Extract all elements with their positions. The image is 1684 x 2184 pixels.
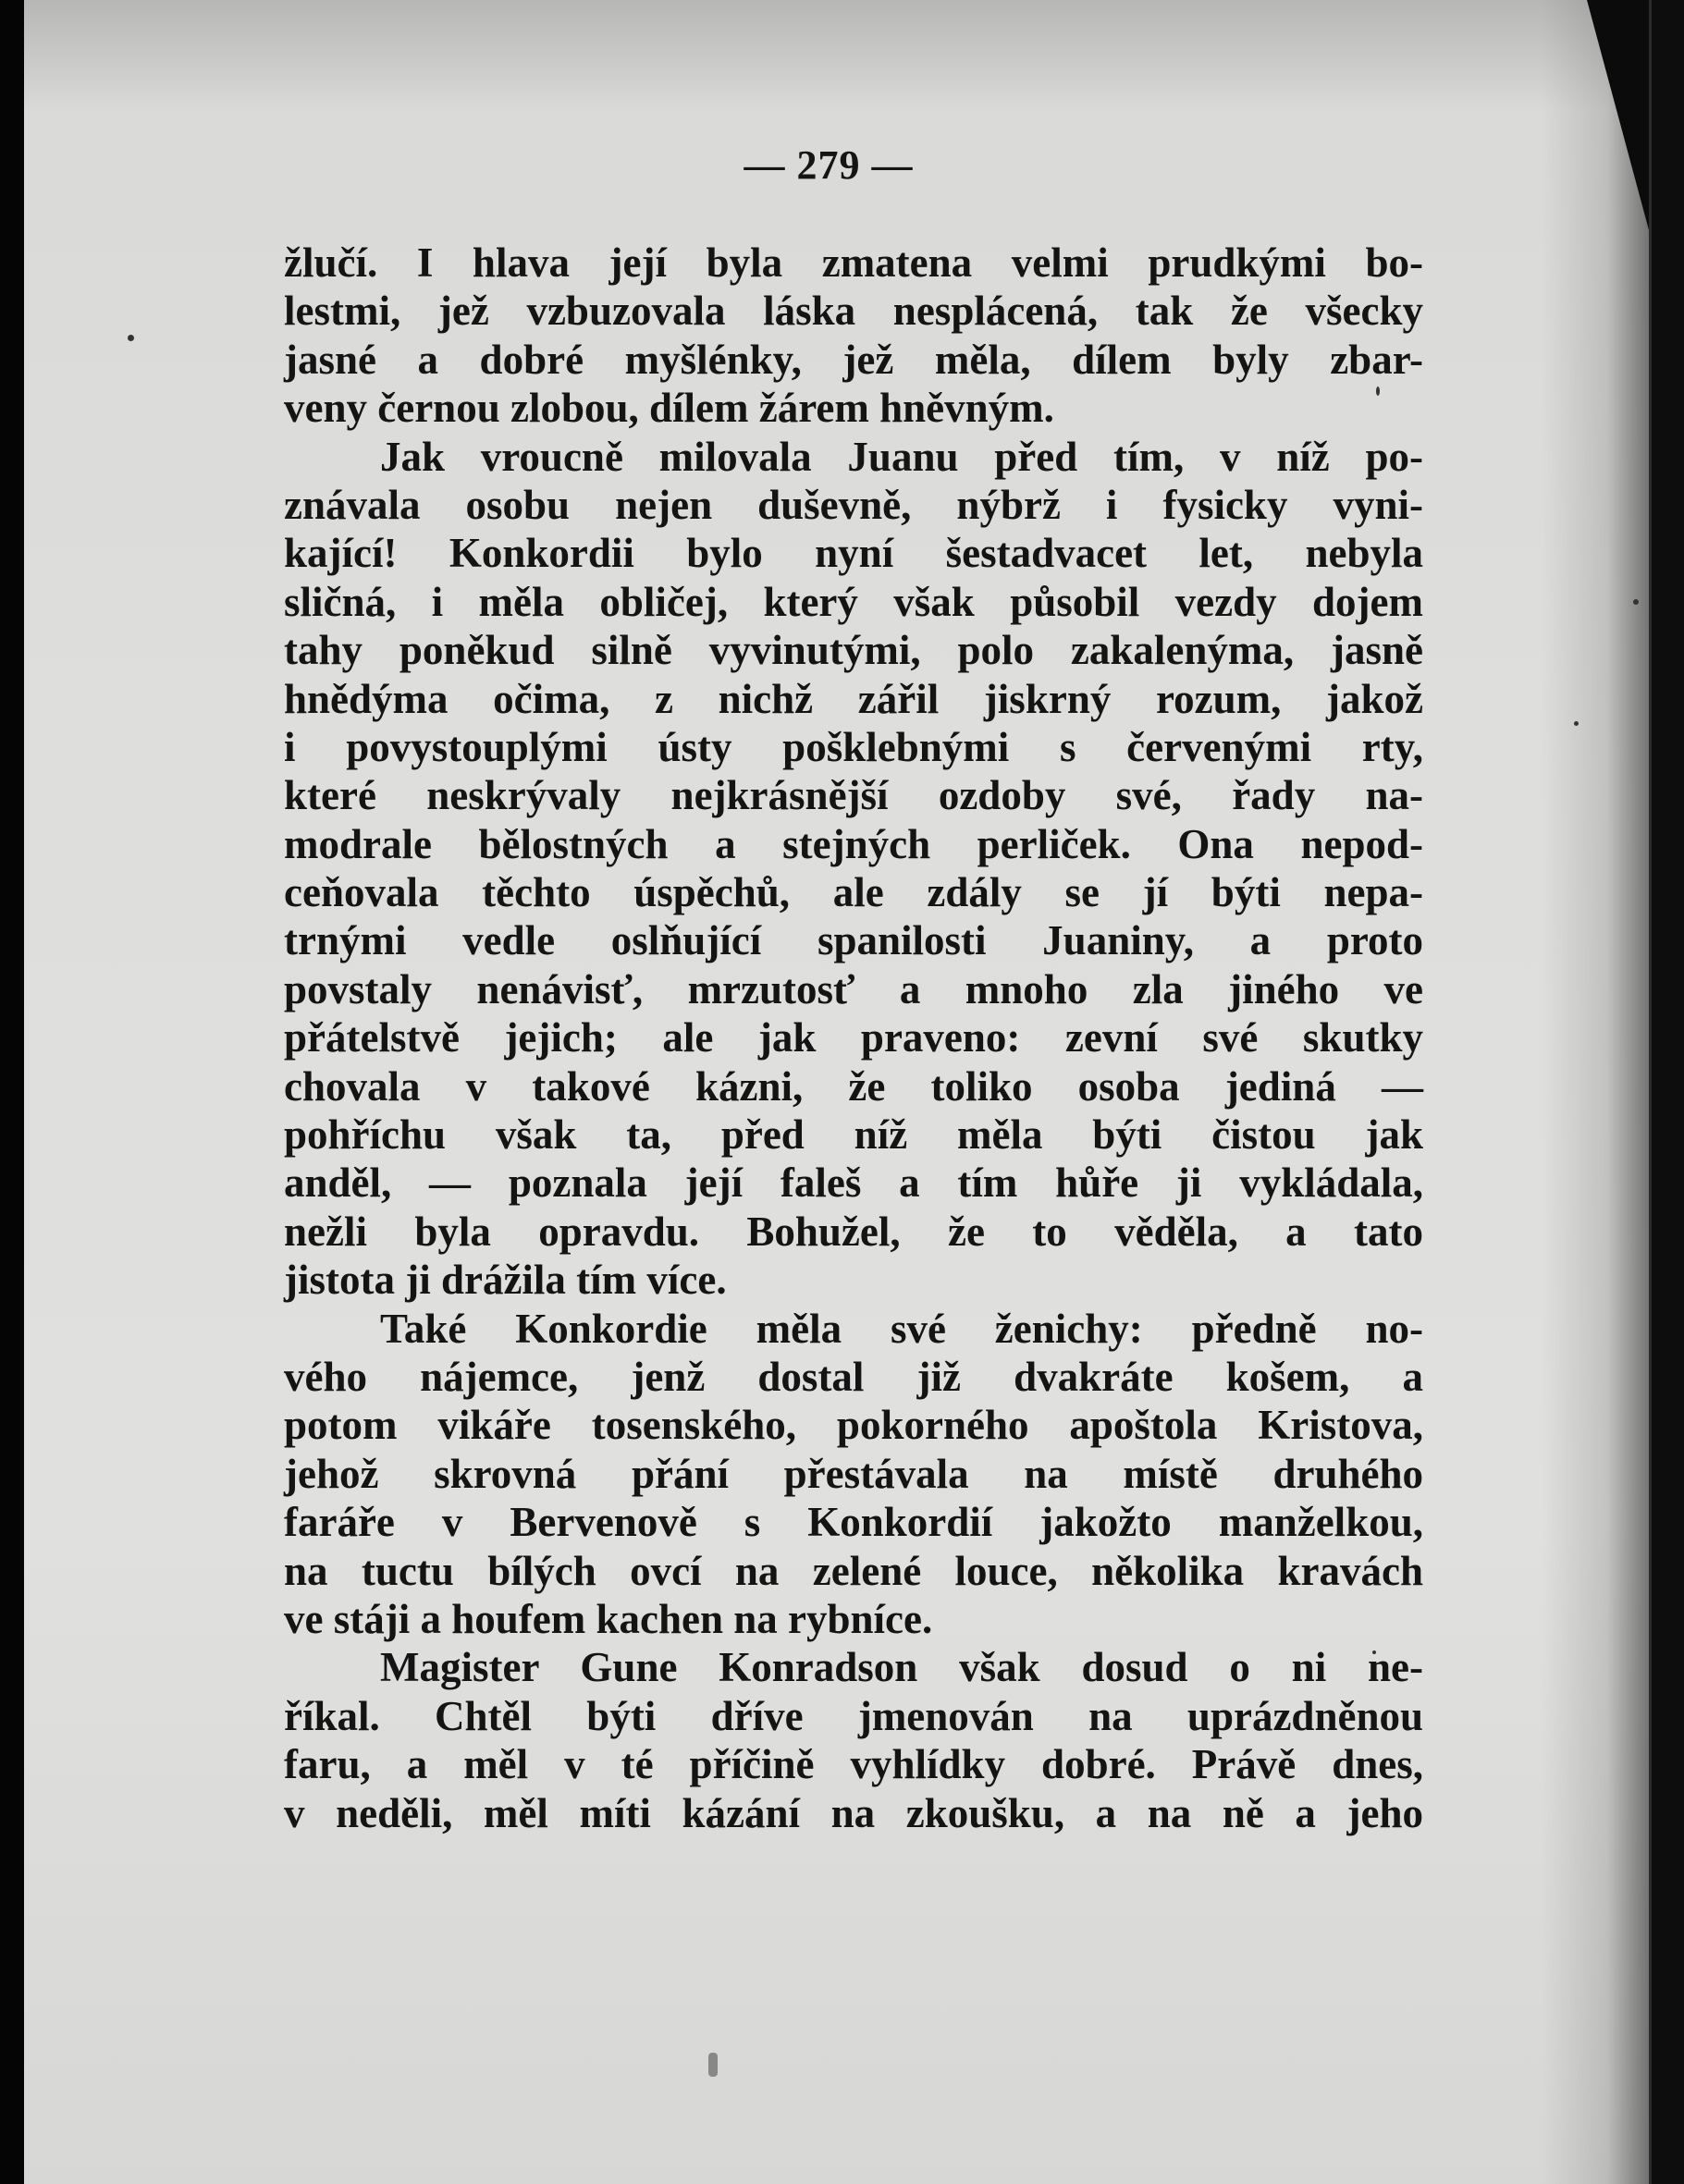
text-line: anděl, — poznala její faleš a tím hůře ji vykládala, [284, 1159, 1423, 1207]
paper-speck [708, 2053, 718, 2077]
text-line: trnými vedle oslňující spanilosti Juaniny, a proto [284, 917, 1423, 964]
text-line: jistota ji drážila tím více. [284, 1257, 727, 1304]
page-shadow-top [24, 0, 1652, 111]
text-line: říkal. Chtěl býti dříve jmenován na uprázdněnou [284, 1692, 1423, 1739]
text-line: vého nájemce, jenž dostal již dvakráte košem, a [284, 1353, 1423, 1400]
text-line: kající! Konkordii bylo nyní šestadvacet let, nebyla [284, 530, 1423, 577]
text-line: lestmi, jež vzbuzovala láska nesplácená, tak že všecky [284, 288, 1423, 335]
text-line: chovala v takové kázni, že toliko osoba jediná — [284, 1062, 1423, 1110]
text-line: ve stáji a houfem kachen na rybníce. [284, 1595, 933, 1642]
text-line: jehož skrovná přání přestávala na místě druhého [284, 1450, 1423, 1497]
text-line: znávala osobu nejen duševně, nýbrž i fysicky vyni- [284, 481, 1423, 528]
text-line: potom vikáře tosenského, pokorného apoštola Kristova, [284, 1402, 1423, 1449]
text-line: jasné a dobré myšlénky, jež měla, dílem byly zbar- [284, 336, 1423, 383]
paper-speck [1574, 721, 1579, 726]
text-line: Jak vroucně milovala Juanu před tím, v níž po- [380, 433, 1423, 480]
text-line: v neděli, měl míti kázání na zkoušku, a na ně a jeho [284, 1789, 1423, 1836]
paper-speck [128, 335, 134, 341]
text-line: ceňovala těchto úspěchů, ale zdály se jí býti nepa- [284, 869, 1423, 916]
text-line: i povystouplými ústy pošklebnými s červenými rty, [284, 723, 1423, 770]
text-line: které neskrývaly nejkrásnější ozdoby své, řady na- [284, 772, 1423, 819]
text-line: veny černou zlobou, dílem žárem hněvným. [284, 385, 1054, 432]
text-line: žlučí. I hlava její byla zmatena velmi prudkými bo- [284, 239, 1423, 286]
text-line: faru, a měl v té příčině vyhlídky dobré. Právě dnes, [284, 1741, 1423, 1788]
scan-border-left [0, 0, 24, 2184]
page-corner-fold [1587, 0, 1652, 240]
scan-border-right [1649, 0, 1652, 2184]
page-number: — 279 — [744, 142, 914, 188]
paper-speck [1633, 599, 1639, 605]
text-line: pohříchu však ta, před níž měla býti čistou jak [284, 1111, 1423, 1159]
text-line: Také Konkordie měla své ženichy: předně no- [380, 1305, 1423, 1352]
text-line: přátelstvě jejich; ale jak praveno: zevní své skutky [284, 1014, 1423, 1061]
text-line: modrale bělostných a stejných perliček. Ona nepod- [284, 820, 1423, 867]
text-line: faráře v Bervenově s Konkordií jakožto manželkou, [284, 1499, 1423, 1546]
text-line: nežli byla opravdu. Bohužel, že to věděla, a tato [284, 1208, 1423, 1255]
body-text [284, 239, 1423, 1837]
book-page [24, 0, 1652, 2184]
page-shadow-right [1541, 0, 1652, 2184]
text-line: sličná, i měla obličej, který však působil vezdy dojem [284, 578, 1423, 625]
text-line: tahy poněkud silně vyvinutými, polo zakalenýma, jasně [284, 627, 1423, 674]
text-line: povstaly nenávisť, mrzutosť a mnoho zla jiného ve [284, 965, 1423, 1012]
text-line: hnědýma očima, z nichž zářil jiskrný rozum, jakož [284, 675, 1423, 722]
text-line: Magister Gune Konradson však dosud o ni ne- [380, 1644, 1423, 1691]
text-line: na tuctu bílých ovcí na zelené louce, několika kravách [284, 1547, 1423, 1594]
